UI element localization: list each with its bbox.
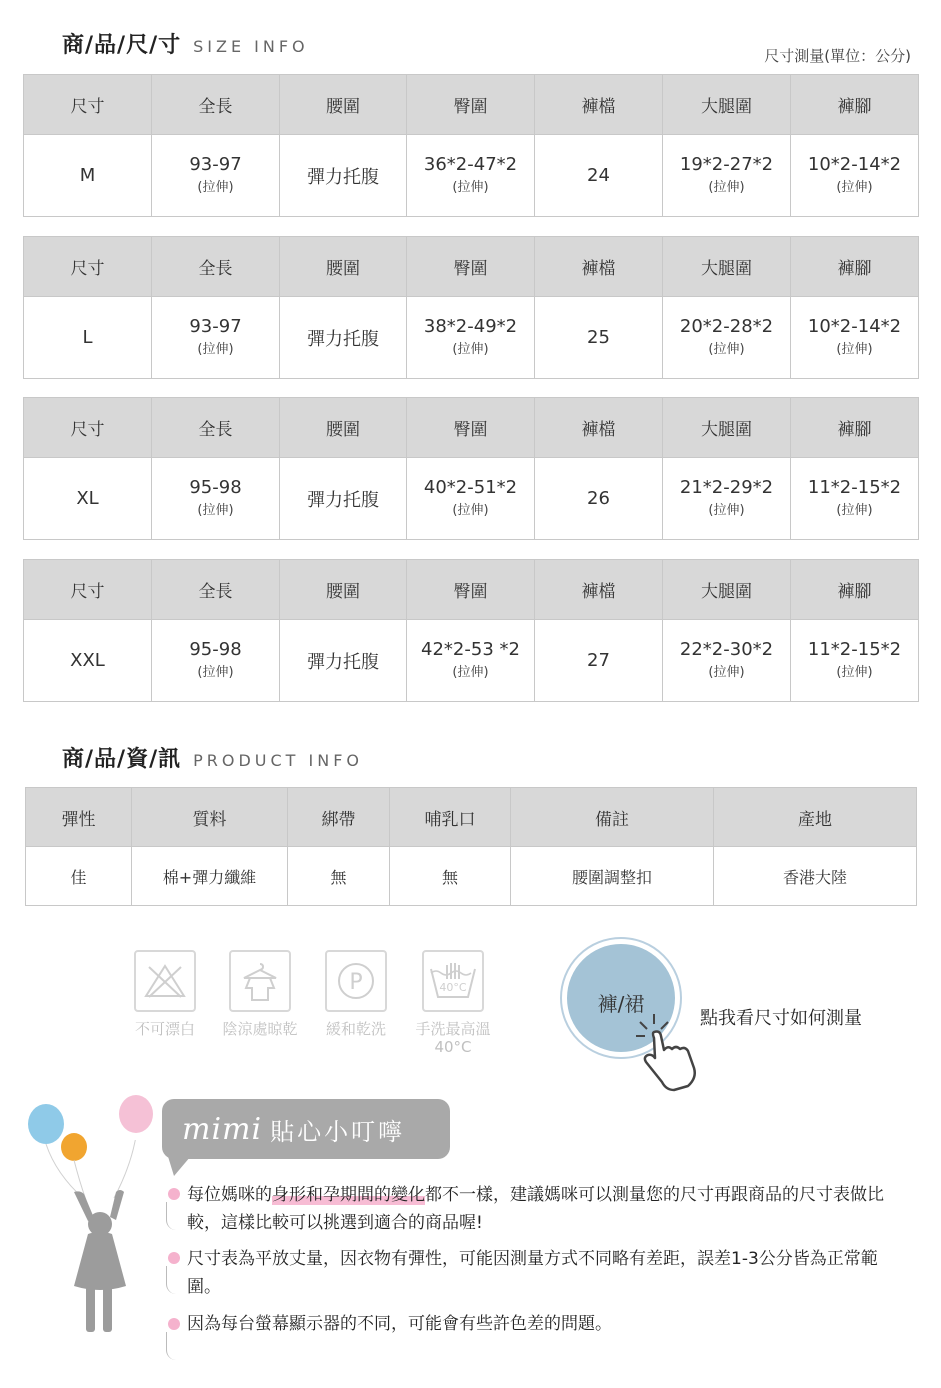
size-table-header-row xyxy=(24,560,919,620)
size-info-title: 商/品/尺/寸 xyxy=(62,33,182,58)
hand-wash-label-line2: 40°C xyxy=(434,1038,472,1056)
table-row xyxy=(26,847,917,906)
size-table-xl xyxy=(23,397,919,540)
hip-cell xyxy=(407,458,535,540)
measure-guide-label: 褲/裙 xyxy=(597,992,645,1016)
header-crotch: 褲檔 xyxy=(535,237,663,297)
thigh-note: (拉伸) xyxy=(708,179,745,195)
header-crotch: 褲檔 xyxy=(535,560,663,620)
origin-cell: 香港大陸 xyxy=(714,847,917,906)
care-no-bleach xyxy=(125,950,205,1038)
tips-brand: mimi xyxy=(182,1111,263,1147)
dry-clean-icon xyxy=(325,950,387,1012)
tip-bullet-icon xyxy=(168,1188,180,1200)
hem-value: 11*2-15*2 xyxy=(807,638,902,660)
length-cell xyxy=(152,620,280,702)
header-hem: 褲腳 xyxy=(791,398,919,458)
hem-cell xyxy=(791,458,919,540)
size-info-heading xyxy=(62,28,309,59)
hip-note: (拉伸) xyxy=(452,502,489,518)
tip-bullet-icon xyxy=(168,1252,180,1264)
tips-heading-bubble xyxy=(162,1099,450,1159)
header-nursing-opening: 哺乳口 xyxy=(390,788,511,847)
length-note: (拉伸) xyxy=(197,502,234,518)
crotch-cell: 26 xyxy=(535,458,663,540)
nursing-opening-cell: 無 xyxy=(390,847,511,906)
header-size: 尺寸 xyxy=(24,560,152,620)
dry-clean-letter: P xyxy=(349,970,363,995)
header-thigh: 大腿圍 xyxy=(663,398,791,458)
crotch-cell: 25 xyxy=(535,297,663,379)
header-hem: 褲腳 xyxy=(791,237,919,297)
header-strap: 綁帶 xyxy=(288,788,390,847)
hip-value: 36*2-47*2 xyxy=(423,153,518,175)
care-gentle-dry-clean xyxy=(316,950,396,1038)
elasticity-cell: 佳 xyxy=(26,847,132,906)
table-row xyxy=(24,458,919,540)
waist-cell: 彈力托腹 xyxy=(280,297,407,379)
length-cell xyxy=(152,297,280,379)
tip-thread xyxy=(166,1202,176,1230)
hip-note: (拉伸) xyxy=(452,341,489,357)
size-cell: XL xyxy=(24,458,152,540)
shade-dry-icon xyxy=(229,950,291,1012)
hip-note: (拉伸) xyxy=(452,664,489,680)
hem-note: (拉伸) xyxy=(836,179,873,195)
waist-cell: 彈力托腹 xyxy=(280,135,407,217)
hip-value: 42*2-53 *2 xyxy=(421,638,520,660)
hem-cell xyxy=(791,135,919,217)
hem-cell xyxy=(791,620,919,702)
hem-note: (拉伸) xyxy=(836,664,873,680)
header-origin: 產地 xyxy=(714,788,917,847)
length-cell xyxy=(152,458,280,540)
header-crotch: 褲檔 xyxy=(535,75,663,135)
thigh-cell xyxy=(663,297,791,379)
product-info-title: 商/品/資/訊 xyxy=(62,747,182,772)
hip-cell xyxy=(407,297,535,379)
header-length: 全長 xyxy=(152,237,280,297)
product-info-table xyxy=(25,787,917,906)
header-length: 全長 xyxy=(152,560,280,620)
length-value: 95-98 xyxy=(189,638,242,660)
waist-cell: 彈力托腹 xyxy=(280,458,407,540)
size-table-m xyxy=(23,74,919,217)
header-thigh: 大腿圍 xyxy=(663,237,791,297)
header-hem: 褲腳 xyxy=(791,560,919,620)
material-cell: 棉+彈力纖維 xyxy=(132,847,288,906)
thigh-value: 19*2-27*2 xyxy=(679,153,774,175)
header-size: 尺寸 xyxy=(24,75,152,135)
size-table-header-row xyxy=(24,75,919,135)
header-material: 質料 xyxy=(132,788,288,847)
length-value: 95-98 xyxy=(189,476,242,498)
length-note: (拉伸) xyxy=(197,341,234,357)
hip-note: (拉伸) xyxy=(452,179,489,195)
hem-cell xyxy=(791,297,919,379)
header-hip: 臀圍 xyxy=(407,75,535,135)
product-info-subtitle: PRODUCT INFO xyxy=(193,751,364,770)
tip-1-pre: 每位媽咪的 xyxy=(187,1185,272,1205)
hem-value: 10*2-14*2 xyxy=(807,315,902,337)
length-value: 93-97 xyxy=(189,315,242,337)
product-info-heading xyxy=(62,742,363,773)
length-note: (拉伸) xyxy=(197,179,234,195)
tip-thread xyxy=(166,1332,176,1360)
tips-title: 貼心小叮嚀 xyxy=(270,1117,406,1146)
crotch-cell: 24 xyxy=(535,135,663,217)
bubble-tail xyxy=(166,1150,196,1176)
gentle-dry-clean-label: 緩和乾洗 xyxy=(325,1020,386,1038)
tip-1 xyxy=(187,1181,907,1237)
girl-silhouette-icon xyxy=(40,1140,150,1345)
header-hip: 臀圍 xyxy=(407,237,535,297)
header-waist: 腰圍 xyxy=(280,560,407,620)
thigh-cell xyxy=(663,620,791,702)
length-note: (拉伸) xyxy=(197,664,234,680)
hem-note: (拉伸) xyxy=(836,341,873,357)
tip-thread xyxy=(166,1266,176,1294)
table-row xyxy=(24,297,919,379)
waist-cell: 彈力托腹 xyxy=(280,620,407,702)
header-size: 尺寸 xyxy=(24,237,152,297)
tip-2: 尺寸表為平放丈量，因衣物有彈性，可能因測量方式不同略有差距，誤差1-3公分皆為正常範圍。 xyxy=(187,1249,878,1297)
hip-value: 40*2-51*2 xyxy=(423,476,518,498)
tip-1-highlight: 身形和孕期間的變化 xyxy=(272,1185,425,1205)
size-table-xxl xyxy=(23,559,919,702)
thigh-note: (拉伸) xyxy=(708,502,745,518)
header-length: 全長 xyxy=(152,75,280,135)
header-size: 尺寸 xyxy=(24,398,152,458)
product-info-header-row xyxy=(26,788,917,847)
tip-3: 因為每台螢幕顯示器的不同，可能會有些許色差的問題。 xyxy=(187,1314,612,1334)
header-hem: 褲腳 xyxy=(791,75,919,135)
blue-balloon xyxy=(28,1104,64,1144)
size-table-l xyxy=(23,236,919,379)
size-table-header-row xyxy=(24,237,919,297)
thigh-value: 20*2-28*2 xyxy=(679,315,774,337)
care-hand-wash xyxy=(413,950,493,1056)
hand-wash-icon xyxy=(422,950,484,1012)
thigh-note: (拉伸) xyxy=(708,341,745,357)
length-value: 93-97 xyxy=(189,153,242,175)
table-row xyxy=(24,620,919,702)
strap-cell: 無 xyxy=(288,847,390,906)
thigh-value: 22*2-30*2 xyxy=(679,638,774,660)
thigh-cell xyxy=(663,135,791,217)
header-hip: 臀圍 xyxy=(407,560,535,620)
table-row xyxy=(24,135,919,217)
unit-note: 尺寸測量(單位：公分) xyxy=(764,47,911,65)
header-thigh: 大腿圍 xyxy=(663,560,791,620)
pink-balloon xyxy=(119,1095,153,1133)
no-bleach-icon xyxy=(134,950,196,1012)
size-cell: XXL xyxy=(24,620,152,702)
remarks-cell: 腰圍調整扣 xyxy=(511,847,714,906)
crotch-cell: 27 xyxy=(535,620,663,702)
header-thigh: 大腿圍 xyxy=(663,75,791,135)
hem-value: 11*2-15*2 xyxy=(807,476,902,498)
hand-wash-label-line1: 手洗最高溫 xyxy=(415,1020,491,1038)
header-hip: 臀圍 xyxy=(407,398,535,458)
header-remarks: 備註 xyxy=(511,788,714,847)
hand-wash-label xyxy=(413,1020,493,1056)
header-waist: 腰圍 xyxy=(280,75,407,135)
measure-guide-link[interactable]: 點我看尺寸如何測量 xyxy=(700,1008,862,1029)
header-crotch: 褲檔 xyxy=(535,398,663,458)
header-waist: 腰圍 xyxy=(280,237,407,297)
size-info-subtitle: SIZE INFO xyxy=(193,37,309,56)
thigh-value: 21*2-29*2 xyxy=(679,476,774,498)
hem-value: 10*2-14*2 xyxy=(807,153,902,175)
tip-bullet-icon xyxy=(168,1318,180,1330)
size-cell: M xyxy=(24,135,152,217)
header-waist: 腰圍 xyxy=(280,398,407,458)
header-elasticity: 彈性 xyxy=(26,788,132,847)
length-cell xyxy=(152,135,280,217)
no-bleach-label: 不可漂白 xyxy=(134,1020,195,1038)
hip-value: 38*2-49*2 xyxy=(423,315,518,337)
wash-temp-icon-text: 40°C xyxy=(439,981,467,994)
hip-cell xyxy=(407,135,535,217)
care-shade-dry xyxy=(220,950,300,1038)
thigh-cell xyxy=(663,458,791,540)
hem-note: (拉伸) xyxy=(836,502,873,518)
hip-cell xyxy=(407,620,535,702)
header-length: 全長 xyxy=(152,398,280,458)
tip-1-post: 都不一樣，建議媽咪可以測量您的尺寸再跟商品的尺寸表做比較，這樣比較可以挑選到適合的商品喔! xyxy=(187,1185,884,1233)
thigh-note: (拉伸) xyxy=(708,664,745,680)
shade-dry-label: 陰涼處晾乾 xyxy=(222,1020,298,1038)
size-table-header-row xyxy=(24,398,919,458)
size-cell: L xyxy=(24,297,152,379)
